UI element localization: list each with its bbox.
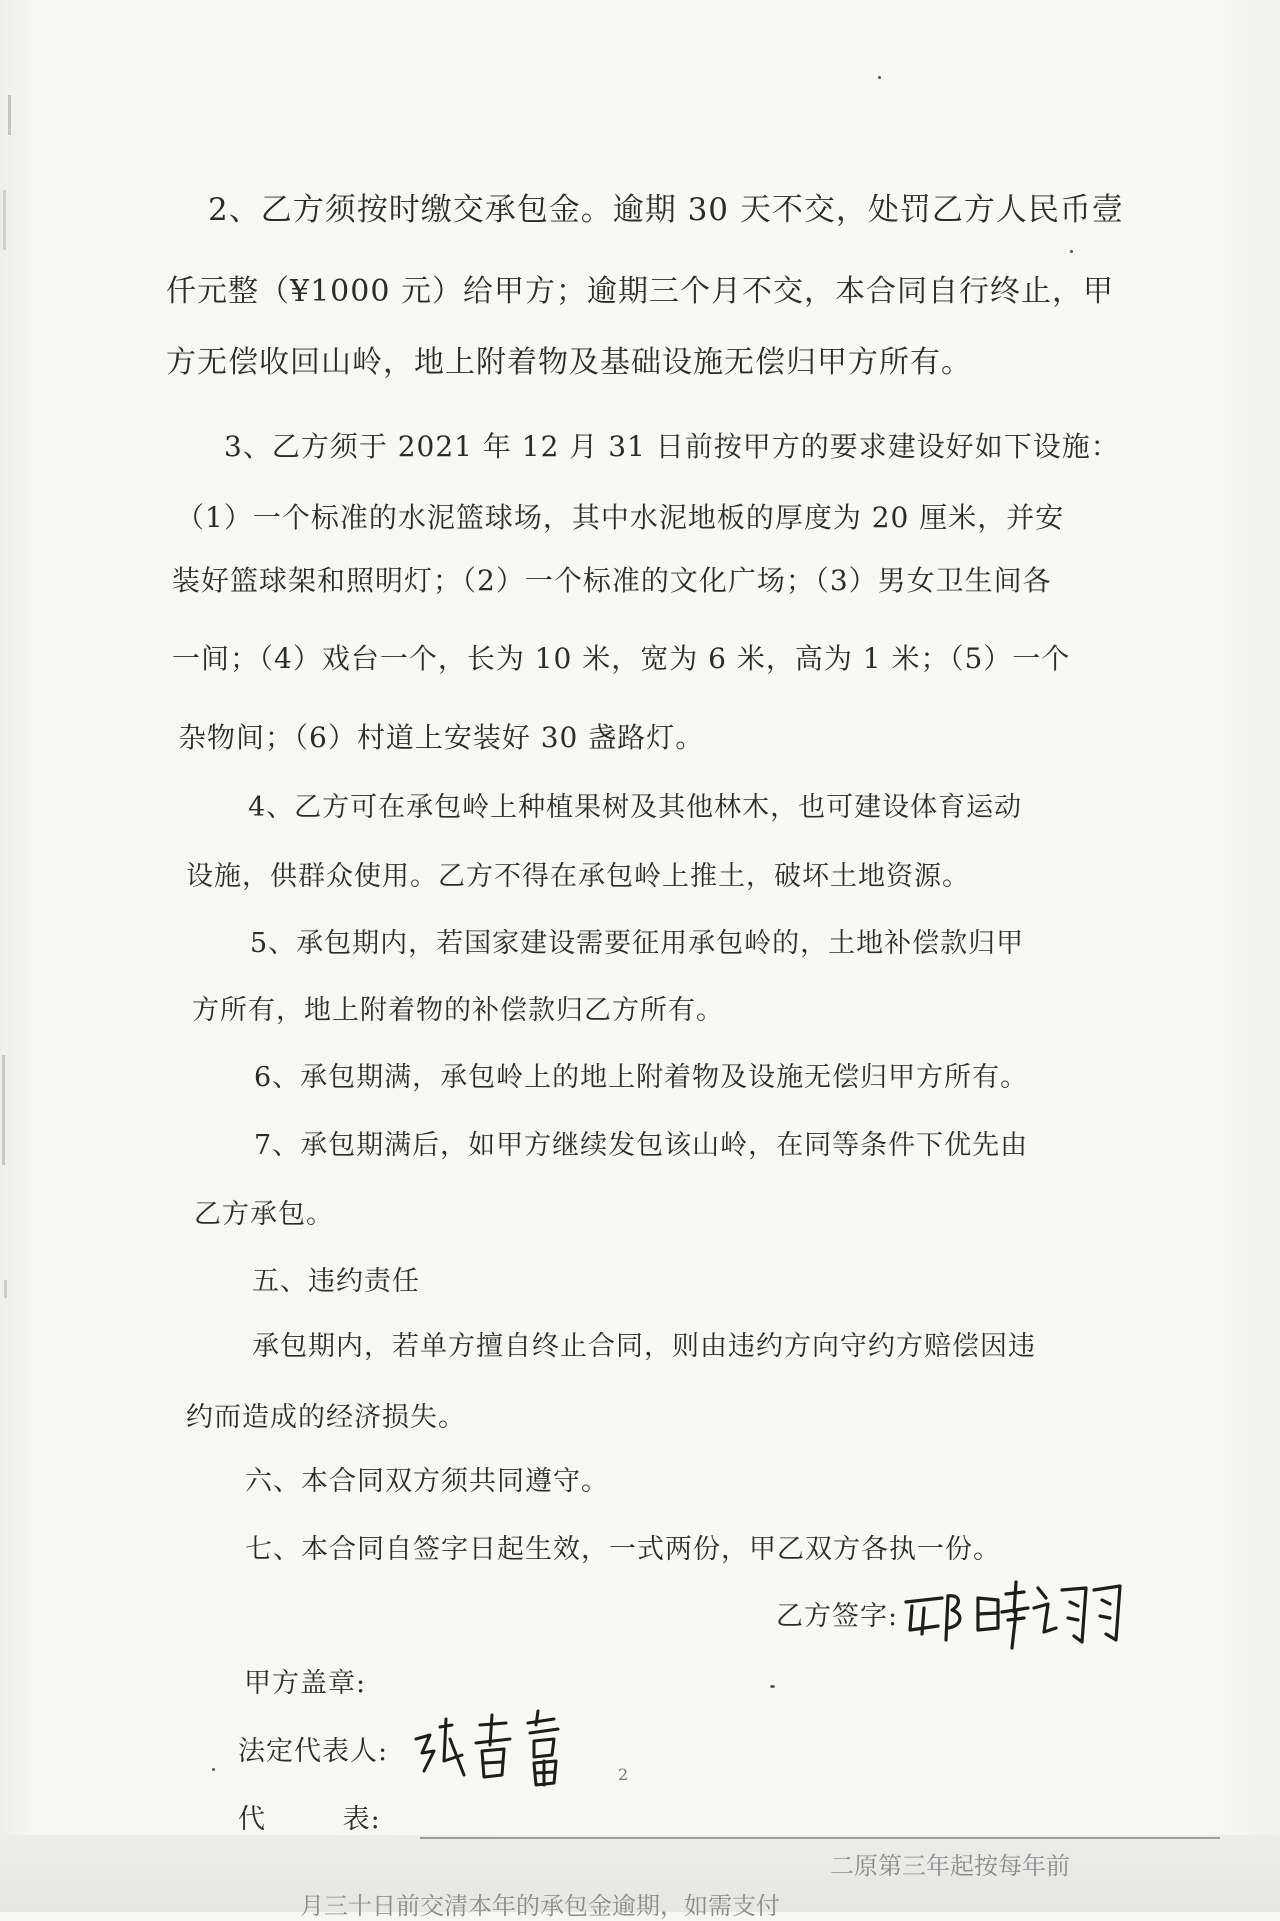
next-page-rule	[420, 1837, 1220, 1839]
clause-5-line-1: 5、承包期内，若国家建设需要征用承包岭的，土地补偿款归甲	[250, 928, 1025, 959]
next-page-fragment-top: 二原第三年起按每年前	[830, 1852, 1070, 1880]
clause-3-line-2: （1）一个标准的水泥篮球场，其中水泥地板的厚度为 20 厘米，并安	[176, 501, 1065, 534]
section-5-line-1: 承包期内，若单方擅自终止合同，则由违约方向守约方赔偿因违	[252, 1331, 1036, 1362]
scan-speck	[770, 1685, 775, 1688]
section-5-line-2: 约而造成的经济损失。	[186, 1402, 466, 1433]
page-number: 2	[618, 1765, 629, 1784]
clause-4-line-1: 4、乙方可在承包岭上种植果树及其他林木，也可建设体育运动	[248, 792, 1023, 823]
clause-7-line-1: 7、承包期满后，如甲方继续发包该山岭，在同等条件下优先由	[254, 1130, 1029, 1161]
clause-3-line-1: 3、乙方须于 2021 年 12 月 31 日前按甲方的要求建设好如下设施：	[224, 430, 1120, 463]
section-5-heading: 五、违约责任	[252, 1266, 420, 1297]
party-a-seal-label: 甲方盖章:	[244, 1668, 367, 1699]
clause-5-line-2: 方所有，地上附着物的补偿款归乙方所有。	[192, 995, 724, 1026]
scan-speck	[1070, 250, 1073, 253]
clause-2-line-3: 方无偿收回山岭，地上附着物及基础设施无偿归甲方所有。	[166, 345, 972, 380]
clause-7-line-2: 乙方承包。	[194, 1199, 334, 1230]
clause-6-line-1: 6、承包期满，承包岭上的地上附着物及设施无偿归甲方所有。	[254, 1062, 1029, 1093]
scan-edge-mark	[2, 1055, 5, 1165]
scan-edge-mark	[3, 190, 6, 250]
scan-edge-mark	[8, 95, 11, 135]
scan-speck	[212, 1768, 215, 1771]
clause-3-line-4: 一间；（4）戏台一个，长为 10 米，宽为 6 米，高为 1 米；（5）一个	[172, 642, 1071, 675]
section-7-line: 七、本合同自签字日起生效，一式两份，甲乙双方各执一份。	[245, 1534, 1001, 1565]
clause-3-line-3: 装好篮球架和照明灯；（2）一个标准的文化广场；（3）男女卫生间各	[172, 564, 1052, 597]
party-b-signature	[898, 1568, 1138, 1658]
representative-label	[238, 1800, 381, 1840]
legal-rep-signature	[410, 1705, 610, 1795]
section-6-line: 六、本合同双方须共同遵守。	[245, 1466, 609, 1497]
scan-speck	[878, 76, 881, 79]
clause-3-line-5: 杂物间；（6）村道上安装好 30 盏路灯。	[178, 721, 705, 754]
clause-4-line-2: 设施，供群众使用。乙方不得在承包岭上推土，破坏土地资源。	[186, 861, 970, 892]
clause-2-line-1: 2、乙方须按时缴交承包金。逾期 30 天不交，处罚乙方人民币壹	[208, 192, 1124, 228]
legal-rep-label: 法定代表人:	[238, 1736, 389, 1767]
next-page-fragment-bottom: 月三十日前交清本年的承包金逾期，如需支付	[300, 1892, 780, 1920]
party-b-signature-label: 乙方签字:	[776, 1601, 899, 1632]
representative-label-text: 代 表:	[238, 1804, 381, 1835]
scan-edge-mark	[4, 1280, 7, 1298]
clause-2-line-2: 仟元整（¥1000 元）给甲方；逾期三个月不交，本合同自行终止，甲	[166, 274, 1114, 309]
